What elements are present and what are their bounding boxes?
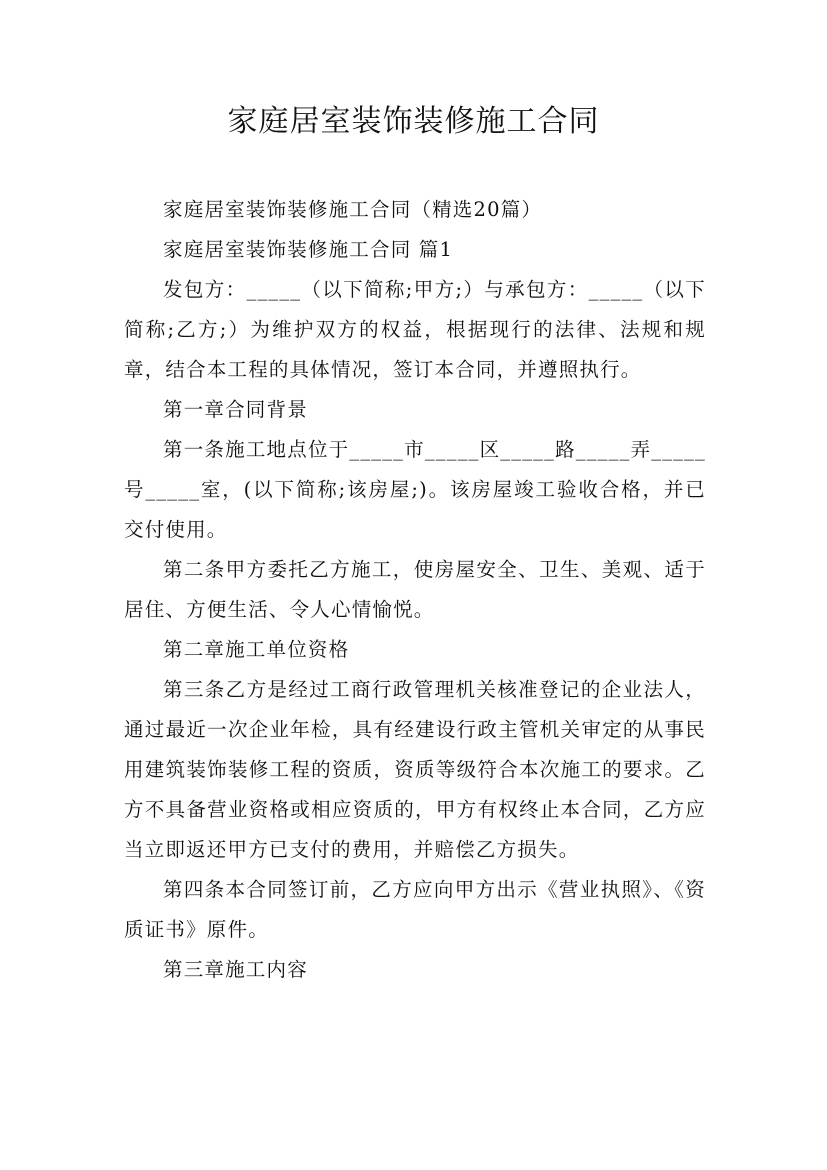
document-body xyxy=(124,190,706,990)
doc-subtitle: 家庭居室装饰装修施工合同（精选20篇） xyxy=(163,198,543,221)
paragraph-parties: 发包方：_____（以下简称;甲方;）与承包方：_____（以下简称;乙方;）为维护双方的权益，根据现行的法律、法规和规章，结合本工程的具体情况，签订本合同，并遵照执行。 xyxy=(124,278,706,381)
article-3: 第三条乙方是经过工商行政管理机关核准登记的企业法人，通过最近一次企业年检，具有经建设行政主管机关审定的从事民用建筑装饰装修工程的资质，资质等级符合本次施工的要求。乙方不具备营业资格或相应资质的，甲方有权终止本合同，乙方应当立即返还甲方已支付的费用，并赔偿乙方损失。 xyxy=(124,678,706,861)
section-heading: 家庭居室装饰装修施工合同 篇1 xyxy=(163,238,454,261)
chapter-heading-2: 第二章施工单位资格 xyxy=(163,638,350,661)
article-1: 第一条施工地点位于_____市_____区_____路_____弄_____号_____室，(以下简称;该房屋;)。该房屋竣工验收合格，并已交付使用。 xyxy=(124,438,706,541)
chapter-heading-1: 第一章合同背景 xyxy=(163,398,308,421)
article-2: 第二条甲方委托乙方施工，使房屋安全、卫生、美观、适于居住、方便生活、令人心情愉悦。 xyxy=(124,558,706,621)
article-4: 第四条本合同签订前，乙方应向甲方出示《营业执照》、《资质证书》原件。 xyxy=(124,878,706,941)
document-title: 家庭居室装饰装修施工合同 xyxy=(227,104,600,139)
chapter-heading-3: 第三章施工内容 xyxy=(163,958,308,981)
